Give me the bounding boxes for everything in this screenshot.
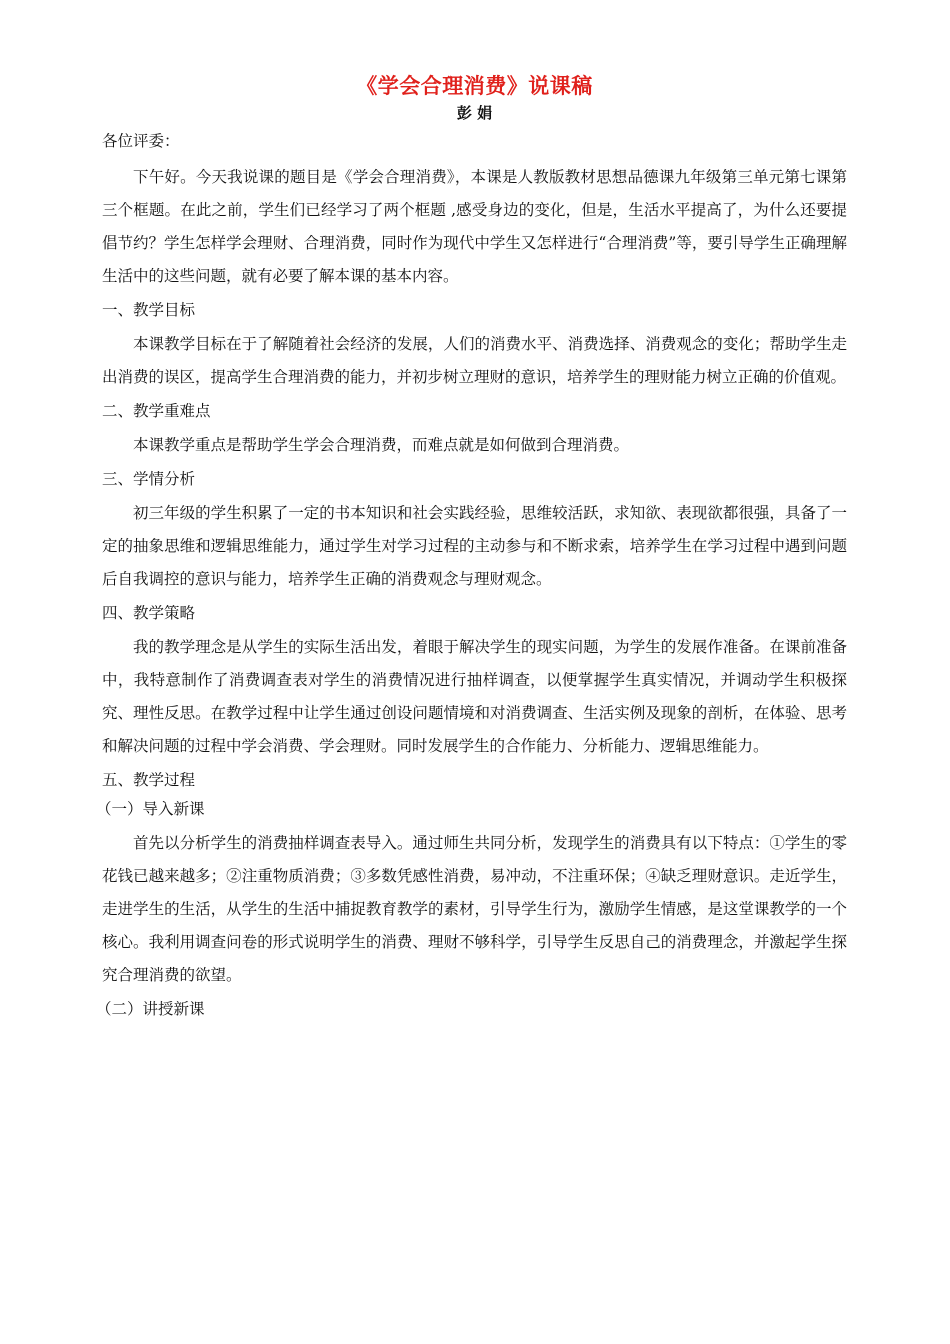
document-page (96, 70, 847, 1027)
subsection-heading-intro: （一）导入新课 (96, 800, 205, 818)
section-text-objectives: 本课教学目标在于了解随着社会经济的发展，人们的消费水平、消费选择、消费观念的变化；帮助学生走出消费的误区，提高学生合理消费的能力，并初步树立理财的意识，培养学生的理财能力树立正确的价值观。 (102, 335, 847, 386)
subsection-text-intro: 首先以分析学生的消费抽样调查表导入。通过师生共同分析，发现学生的消费具有以下特点：①学生的零花钱已越来越多；②注重物质消费；③多数凭感性消费，易冲动，不注重环保；④缺乏理财意识。走近学生，走进学生的生活，从学生的生活中捕捉教育教学的素材，引导学生行为，激励学生情感，是这堂课教学的一个核心。我利用调查问卷的形式说明学生的消费、理财不够科学，引导学生反思自己的消费理念，并激起学生探究合理消费的欲望。 (102, 834, 847, 984)
subsection-heading-teaching: （二）讲授新课 (96, 1000, 205, 1018)
salutation: 各位评委： (102, 132, 180, 150)
section-heading-strategy: 四、教学策略 (102, 604, 196, 622)
section-heading-learner-analysis: 三、学情分析 (102, 470, 196, 488)
section-text-strategy: 我的教学理念是从学生的实际生活出发，着眼于解决学生的现实问题，为学生的发展作准备。在课前准备中，我特意制作了消费调查表对学生的消费情况进行抽样调查，以便掌握学生真实情况，并调动学生积极探究、理性反思。在教学过程中让学生通过创设问题情境和对消费调查、生活实例及现象的剖析，在体验、思考和解决问题的过程中学会消费、学会理财。同时发展学生的合作能力、分析能力、逻辑思维能力。 (102, 638, 847, 755)
section-heading-objectives: 一、教学目标 (102, 301, 196, 319)
section-heading-process: 五、教学过程 (102, 771, 196, 789)
document-author: 彭 娟 (456, 104, 493, 122)
section-text-learner-analysis: 初三年级的学生积累了一定的书本知识和社会实践经验，思维较活跃，求知欲、表现欲都很强，具备了一定的抽象思维和逻辑思维能力，通过学生对学习过程的主动参与和不断求索，培养学生在学习过程中遇到问题后自我调控的意识与能力，培养学生正确的消费观念与理财观念。 (102, 504, 847, 588)
section-heading-key-points: 二、教学重难点 (102, 402, 211, 420)
section-text-key-points: 本课教学重点是帮助学生学会合理消费，而难点就是如何做到合理消费。 (133, 436, 630, 454)
document-title: 《学会合理消费》说课稿 (356, 74, 593, 98)
intro-paragraph: 下午好。今天我说课的题目是《学会合理消费》，本课是人教版教材思想品德课九年级第三单元第七课第三个框题。在此之前，学生们已经学习了两个框题 ,感受身边的变化，但是，生活水平提高了，为什么还要提倡节约？学生怎样学会理财、合理消费，同时作为现代中学生又怎样进行“合理消费”等，要引导学生正确理解生活中的这些问题，就有必要了解本课的基本内容。 (102, 168, 847, 285)
